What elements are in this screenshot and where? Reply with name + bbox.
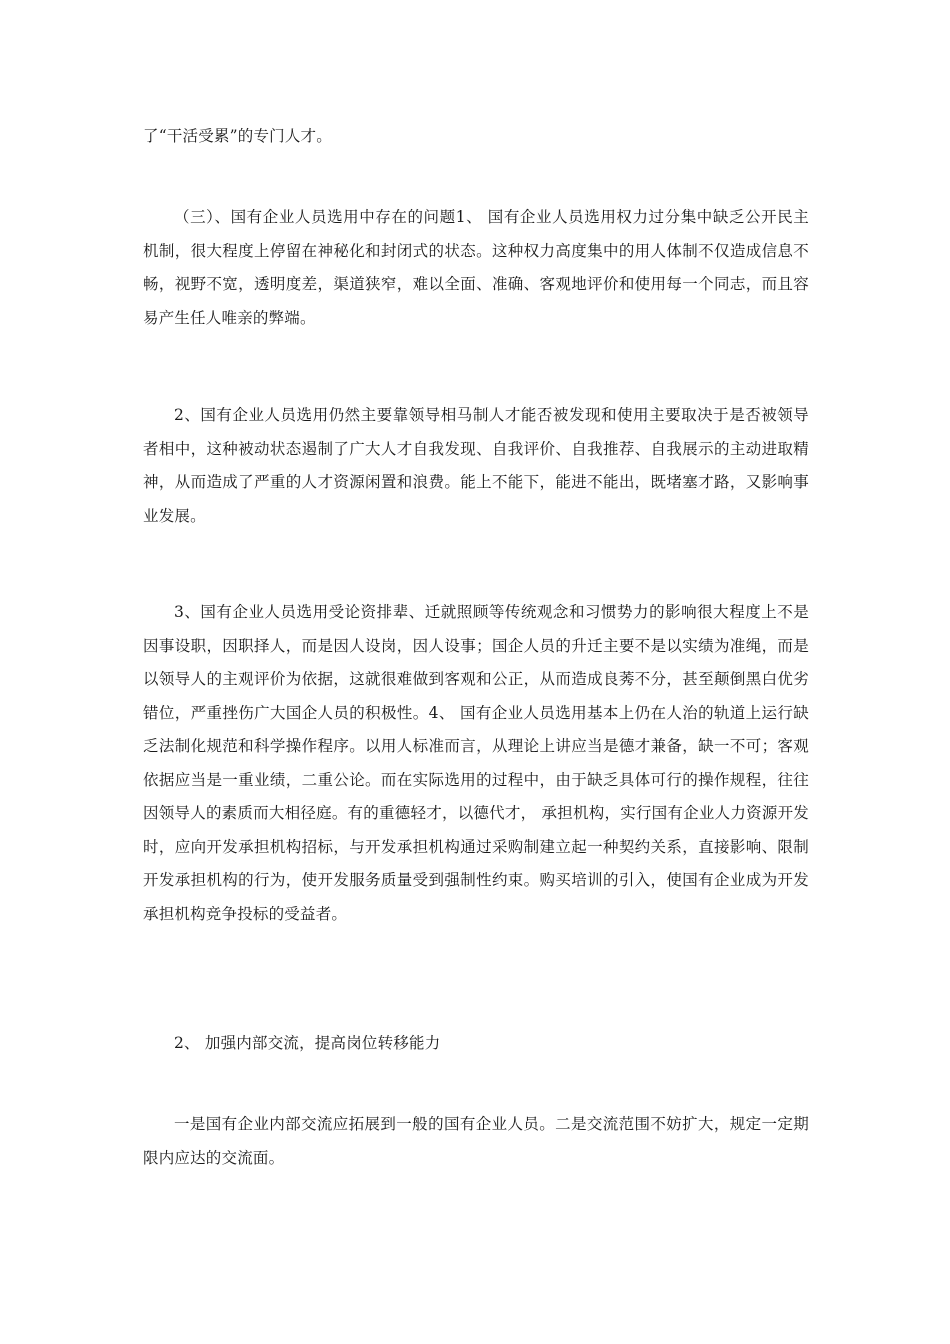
paragraph-exchange-details: 一是国有企业内部交流应拓展到一般的国有企业人员。二是交流范围不妨扩大，规定一定期限内应达的交流面。 [143,1115,809,1167]
paragraph-point-three-four: 3、国有企业人员选用受论资排辈、迁就照顾等传统观念和习惯势力的影响很大程度上不是因事设职，因职择人，而是因人设岗，因人设事；国企人员的升迁主要不是以实绩为准绳，而是以领导人的主观评价为依据，这就很难做到客观和公正，从而造成良莠不分，甚至颠倒黑白优劣错位，严重挫伤广大国企人员的积极性。4、 国有企业人员选用基本上仍在人治的轨道上运行缺乏法制化规范和科学操作程序。以用人标准而言，从理论上讲应当是德才兼备，缺一不可；客观依据应当是一重业绩，二重公论。而在实际选用的过程中，由于缺乏具体可行的操作规程，往往因领导人的素质而大相径庭。有的重德轻才，以德代才， 承担机构，实行国有企业人力资源开发时，应向开发承担机构招标，与开发承担机构通过采购制建立起一种契约关系，直接影响、限制开发承担机构的行为，使开发服务质量受到强制性约束。购买培训的引入，使国有企业成为开发承担机构竞争投标的受益者。 [143,603,809,923]
section-heading-internal-exchange: 2、 加强内部交流，提高岗位转移能力 [174,1034,441,1052]
paragraph-point-two: 2、国有企业人员选用仍然主要靠领导相马制人才能否被发现和使用主要取决于是否被领导者相中，这种被动状态遏制了广大人才自我发现、自我评价、自我推荐、自我展示的主动进取精神，从而造成了严重的人才资源闲置和浪费。能上不能下，能进不能出，既堵塞才路，又影响事业发展。 [143,406,809,525]
paragraph-continuation: 了“干活受累”的专门人才。 [143,127,332,145]
paragraph-section-three: （三）、国有企业人员选用中存在的问题1、 国有企业人员选用权力过分集中缺乏公开民主机制，很大程度上停留在神秘化和封闭式的状态。这种权力高度集中的用人体制不仅造成信息不畅，视野不宽，透明度差，渠道狭窄，难以全面、准确、客观地评价和使用每一个同志，而且容易产生任人唯亲的弊端。 [143,208,809,327]
